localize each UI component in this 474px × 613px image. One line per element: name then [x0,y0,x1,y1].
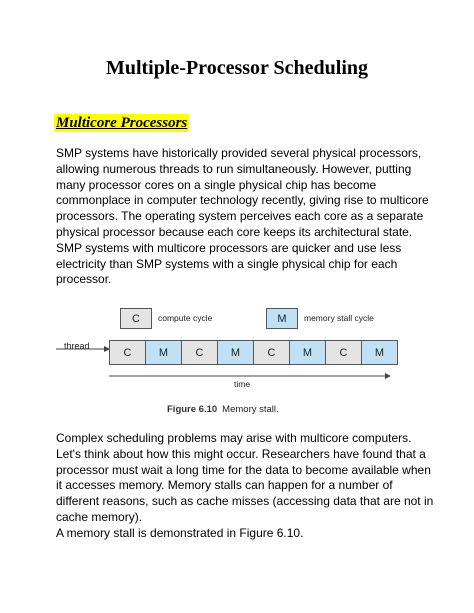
time-arrow-icon [109,372,393,380]
text-line: SMP systems have historically provided several physical processors, [56,146,422,160]
text-line: many processor cores on a single physical chip has become [56,177,377,192]
thread-arrow-icon [56,345,112,353]
text-line: allowing numerous threads to run simultaneously. However, putting [56,161,412,176]
text-line: processor. [56,272,112,287]
memory-stall-figure [56,300,396,420]
text-line: processors. The operating system perceives each core as a separate [56,209,424,224]
cycle-sequence [110,340,398,365]
caption-number: Figure 6.10 [167,404,218,415]
memory-stall-cell: M [361,340,398,365]
memory-stall-cell: M [289,340,326,365]
time-label: time [234,379,251,389]
text-line: electricity than SMP systems with a single physical chip for each [56,256,398,271]
figure-caption [167,404,279,415]
paragraph-memory-stall [56,431,436,542]
text-line: processor must wait a long time for the data to become available when [56,462,431,477]
section-heading: Multicore Processors [56,115,188,131]
text-line: different reasons, such as cache misses (accessing data that are not in [56,494,434,509]
compute-cycle-cell: C [181,340,218,365]
legend-compute-label: compute cycle [158,313,213,323]
memory-stall-cell: M [217,340,254,365]
thread-label: thread [64,341,90,351]
text-line: Complex scheduling problems may arise with multicore computers. [56,431,412,445]
caption-text: Memory stall. [222,404,279,415]
text-line: cache memory). [56,509,143,524]
legend-memory-label: memory stall cycle [304,313,374,323]
text-line: physical processor because each core keeps its architectural state. [56,224,413,239]
text-line: A memory stall is demonstrated in Figure 6.10. [56,525,304,540]
legend-memory-box: M [266,308,298,329]
text-line: commonplace in computer technology recently, giving rise to multicore [56,193,429,208]
compute-cycle-cell: C [325,340,362,365]
text-line: it accesses memory. Memory stalls can happen for a number of [56,478,393,493]
text-line: Let's think about how this might occur. Researchers have found that a [56,446,426,461]
paragraph-intro [56,146,436,288]
compute-cycle-cell: C [253,340,290,365]
compute-cycle-cell: C [109,340,146,365]
memory-stall-cell: M [145,340,182,365]
page-title: Multiple-Processor Scheduling [105,57,369,79]
legend-compute-box: C [120,308,152,329]
text-line: SMP systems with multicore processors are quicker and use less [56,240,402,255]
